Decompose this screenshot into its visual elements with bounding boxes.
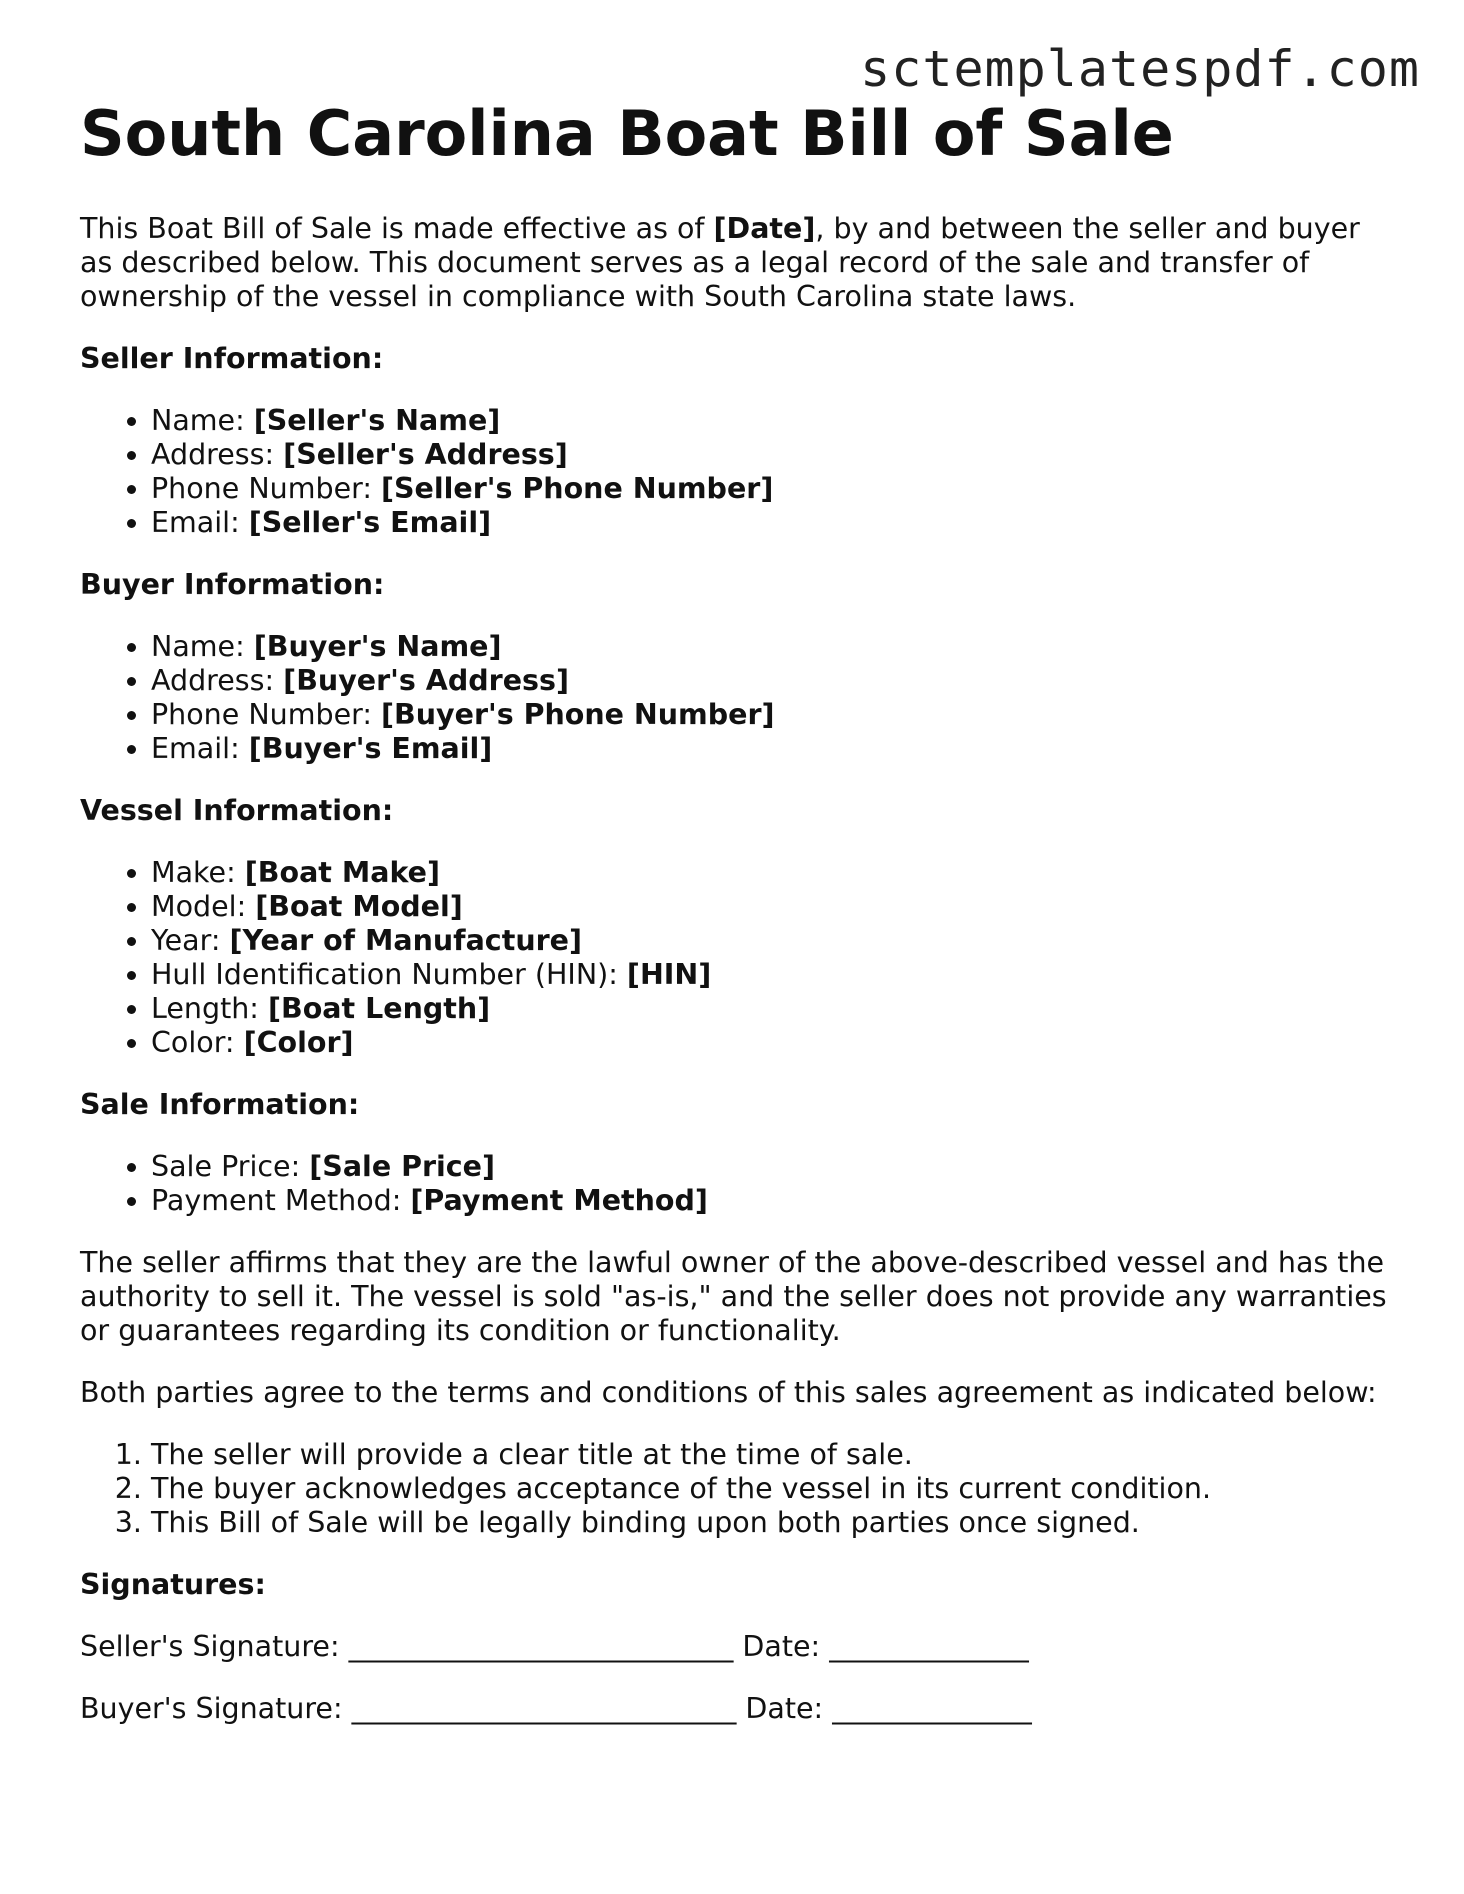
vessel-heading: Vessel Information: (80, 794, 394, 828)
field-value: [Buyer's Name] (253, 630, 502, 664)
list-item (151, 438, 1400, 472)
field-label: Address: (151, 664, 284, 698)
field-value: [Seller's Email] (248, 506, 492, 540)
field-value: [Buyer's Email] (248, 732, 493, 766)
seller-list (80, 404, 1400, 540)
field-value: [Seller's Name] (253, 404, 501, 438)
list-item (151, 924, 1400, 958)
field-label: Model: (151, 890, 256, 924)
list-item (151, 664, 1400, 698)
field-label: Phone Number: (151, 698, 381, 732)
list-item (151, 404, 1400, 438)
field-value: [Color] (243, 1026, 354, 1060)
sale-heading: Sale Information: (80, 1088, 360, 1122)
watermark: sctemplatespdf.com (860, 40, 1420, 98)
field-label: Email: (151, 732, 249, 766)
field-label: Name: (151, 630, 254, 664)
field-value: [Seller's Address] (283, 438, 568, 472)
list-item (151, 1026, 1400, 1060)
field-value: [Sale Price] (309, 1150, 496, 1184)
seller-heading: Seller Information: (80, 342, 384, 376)
field-value: [Buyer's Address] (283, 664, 569, 698)
buyer-list (80, 630, 1400, 766)
signatures-heading: Signatures: (80, 1568, 266, 1602)
field-label: Payment Method: (151, 1184, 411, 1218)
buyer-signature-line: Buyer's Signature: ___________________________ Date: ______________ (80, 1692, 1032, 1726)
sale-list (80, 1150, 1400, 1218)
list-item (151, 630, 1400, 664)
field-value: [HIN] (626, 958, 712, 992)
list-item (151, 890, 1400, 924)
seller-signature-line: Seller's Signature: ___________________________ Date: ______________ (80, 1630, 1029, 1664)
field-value: [Boat Make] (244, 856, 440, 890)
field-label: Email: (151, 506, 249, 540)
field-label: Hull Identification Number (HIN): (151, 958, 627, 992)
field-value: [Boat Model] (255, 890, 463, 924)
field-label: Address: (151, 438, 284, 472)
field-label: Sale Price: (151, 1150, 310, 1184)
intro-after: , by and between the seller and buyer as described below. This document serves as a legal record of the sale and transfer of ownership of the vessel in compliance with South Carolina state laws. (80, 212, 1360, 314)
field-value: [Boat Length] (267, 992, 491, 1026)
field-label: Year: (151, 924, 230, 958)
list-item (151, 1150, 1400, 1184)
list-item (151, 992, 1400, 1026)
terms-list (80, 1438, 1400, 1540)
list-item (151, 856, 1400, 890)
buyer-heading: Buyer Information: (80, 568, 385, 602)
field-label: Name: (151, 404, 254, 438)
field-value: [Buyer's Phone Number] (381, 698, 775, 732)
list-item: 3. This Bill of Sale will be legally binding upon both parties once signed. (151, 1506, 1400, 1540)
date-placeholder: [Date] (713, 212, 816, 246)
list-item (151, 698, 1400, 732)
intro-paragraph (80, 212, 1400, 314)
list-item (151, 958, 1400, 992)
field-value: [Payment Method] (410, 1184, 708, 1218)
list-item: 1. The seller will provide a clear title at the time of sale. (151, 1438, 1400, 1472)
field-value: [Seller's Phone Number] (381, 472, 774, 506)
document-title: South Carolina Boat Bill of Sale (80, 97, 1174, 170)
document-body (80, 97, 1400, 1754)
vessel-list (80, 856, 1400, 1060)
list-item (151, 472, 1400, 506)
field-label: Color: (151, 1026, 244, 1060)
list-item: 2. The buyer acknowledges acceptance of the vessel in its current condition. (151, 1472, 1400, 1506)
list-item (151, 506, 1400, 540)
affirmation-paragraph: The seller affirms that they are the lawful owner of the above-described vessel and has the authority to sell it. The vessel is sold "as-is," and the seller does not provide any warranties or guarantees regarding its condition or functionality. (80, 1246, 1387, 1348)
list-item (151, 732, 1400, 766)
list-item (151, 1184, 1400, 1218)
field-label: Make: (151, 856, 245, 890)
field-value: [Year of Manufacture] (229, 924, 583, 958)
field-label: Phone Number: (151, 472, 381, 506)
intro-before: This Boat Bill of Sale is made effective as of (80, 212, 714, 246)
agreement-intro: Both parties agree to the terms and conditions of this sales agreement as indicated below: (80, 1376, 1377, 1410)
field-label: Length: (151, 992, 268, 1026)
